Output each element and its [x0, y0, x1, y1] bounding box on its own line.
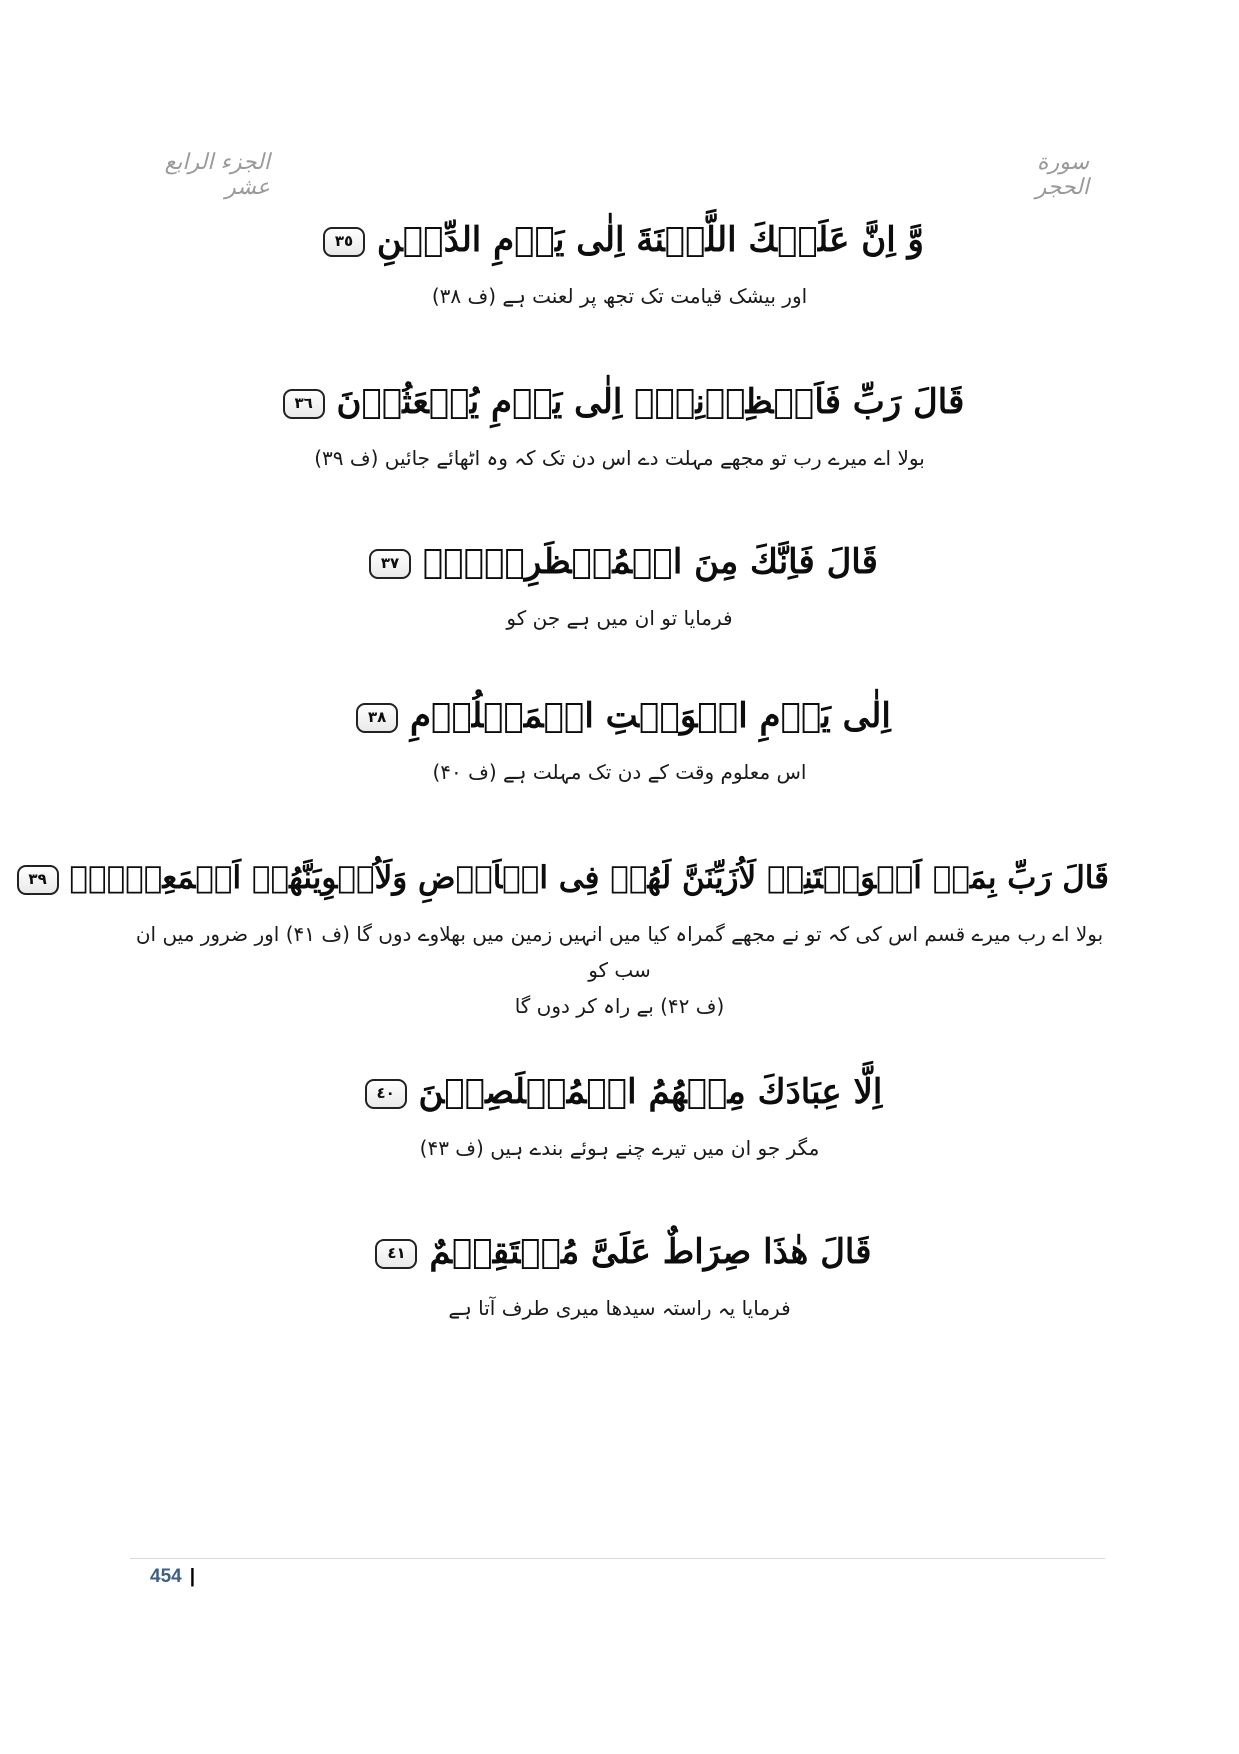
arabic-verse	[130, 690, 1109, 742]
verse-block-39	[28, 852, 1109, 1024]
urdu-translation: اس معلوم وقت کے دن تک مہلت ہے (ف ۴۰)	[432, 760, 807, 784]
verse-block-41	[130, 1226, 1109, 1326]
ayah-number-marker: ٣٩	[17, 865, 59, 895]
arabic-verse	[130, 214, 1109, 266]
page-number-value: 454	[150, 1566, 182, 1587]
urdu-translation: بولا اے میرے رب تو مجھے مہلت دے اس دن تک کہ وہ اٹھائے جائیں (ف ۳۹)	[314, 446, 925, 470]
verse-block-36	[130, 376, 1109, 476]
urdu-translation: اور بیشک قیامت تک تجھ پر لعنت ہے (ف ۳۸)	[431, 284, 808, 308]
verse-block-37	[130, 536, 1109, 636]
footer-divider	[130, 1558, 1105, 1559]
arabic-verse-text: قَالَ رَبِّ فَاَنۡظِرۡنِىۡۤ اِلٰى يَوۡمِ يُبۡعَثُوۡنَ	[336, 382, 965, 422]
arabic-verse	[130, 536, 1109, 588]
urdu-translation: فرمایا تو ان میں ہے جن کو	[506, 606, 733, 630]
page-number-separator: |	[189, 1566, 196, 1587]
arabic-verse	[130, 1226, 1109, 1278]
urdu-translation-line: بولا اے رب میرے قسم اس کی کہ تو نے مجھے گمراہ کیا میں انہیں زمین میں بھلاوے دوں گا (ف ۴۱) اور ضرور میں ان سب کو	[135, 922, 1104, 982]
verse-block-40	[130, 1066, 1109, 1166]
verse-block-38	[130, 690, 1109, 790]
arabic-verse	[130, 376, 1109, 428]
urdu-translation-line: (ف ۴۲) بے راہ کر دوں گا	[514, 994, 725, 1018]
arabic-verse	[130, 1066, 1109, 1118]
arabic-verse-text: اِلٰى يَوۡمِ الۡوَقۡتِ الۡمَعۡلُوۡمِ	[410, 696, 891, 736]
arabic-verse-text: قَالَ فَاِنَّكَ مِنَ الۡمُنۡظَرِيۡنَۙ	[422, 542, 878, 582]
arabic-verse-text: اِلَّا عِبَادَكَ مِنۡهُمُ الۡمُخۡلَصِيۡنَ	[418, 1072, 883, 1112]
ayah-number-marker: ٣٦	[283, 389, 325, 419]
juz-header-title: الجزء الرابع عشر	[164, 150, 270, 200]
ayah-number-marker: ٣٥	[323, 227, 365, 257]
page-number	[150, 1566, 195, 1588]
arabic-verse-text: قَالَ هٰذَا صِرَاطٌ عَلَىَّ مُسۡتَقِيۡمٌ	[429, 1232, 872, 1272]
verse-block-35	[130, 214, 1109, 314]
urdu-translation: مگر جو ان میں تیرے چنے ہوئے بندے ہیں (ف ۴۳)	[419, 1136, 820, 1160]
urdu-translation: فرمایا یہ راستہ سیدھا میری طرف آتا ہے	[448, 1296, 791, 1320]
ayah-number-marker: ٤١	[375, 1239, 417, 1269]
surah-header-title: سورة الحجر	[1035, 150, 1089, 200]
ayah-number-marker: ٤٠	[365, 1079, 407, 1109]
arabic-verse	[28, 852, 1109, 904]
urdu-translation	[130, 916, 1109, 1024]
arabic-verse-text: وَّ اِنَّ عَلَيۡكَ اللَّعۡنَةَ اِلٰى يَوۡمِ الدِّيۡنِ	[376, 220, 924, 260]
arabic-verse-text: قَالَ رَبِّ بِمَاۤ اَغۡوَيۡتَنِىۡ لَاُزَيِّنَنَّ لَهُمۡ فِى الۡاَرۡضِ وَلَاُغۡوِيَنَّهُمۡ اَجۡمَعِيۡنَۙ	[69, 860, 1109, 896]
ayah-number-marker: ٣٧	[369, 549, 411, 579]
ayah-number-marker: ٣٨	[356, 703, 398, 733]
